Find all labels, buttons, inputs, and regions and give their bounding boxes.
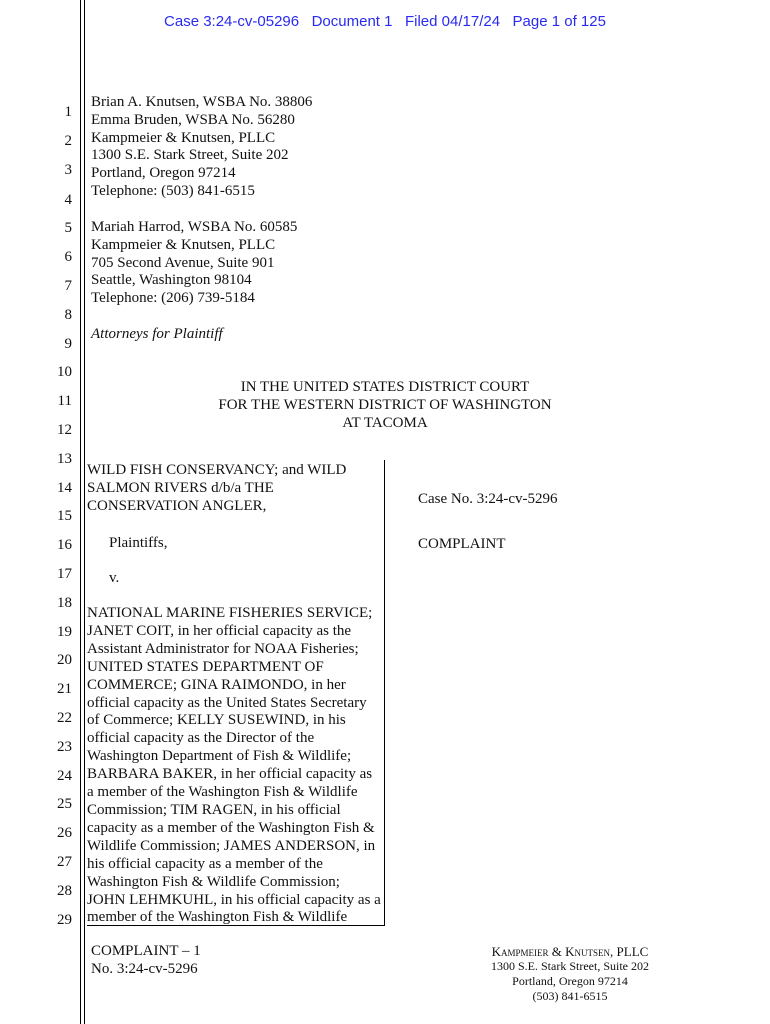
line-number: 9 xyxy=(64,336,72,352)
line-number: 21 xyxy=(57,681,72,697)
court-line: AT TACOMA xyxy=(342,414,428,431)
footer-address-line: 1300 S.E. Stark Street, Suite 202 xyxy=(491,959,649,973)
line-number: 1 xyxy=(64,104,72,120)
counsel-line: 1300 S.E. Stark Street, Suite 202 xyxy=(91,147,289,164)
footer-case-no: No. 3:24-cv-5296 xyxy=(91,960,198,977)
defendant-line: NATIONAL MARINE FISHERIES SERVICE; xyxy=(87,605,373,621)
line-number: 2 xyxy=(64,133,72,149)
defendant-line: Assistant Administrator for NOAA Fisheries; xyxy=(87,640,359,657)
plaintiff-line: WILD FISH CONSERVANCY; and WILD xyxy=(87,462,347,478)
line-number: 13 xyxy=(57,451,72,467)
line-number: 5 xyxy=(64,220,72,236)
court-line: FOR THE WESTERN DISTRICT OF WASHINGTON xyxy=(218,396,552,413)
defendant-line: official capacity as the United States Secretary xyxy=(87,694,367,711)
counsel-line: Emma Bruden, WSBA No. 56280 xyxy=(91,111,295,128)
footer-address-line: Portland, Oregon 97214 xyxy=(512,974,628,988)
line-number: 3 xyxy=(64,162,72,178)
court-heading xyxy=(85,379,685,432)
counsel-line: Seattle, Washington 98104 xyxy=(91,272,252,289)
line-number: 18 xyxy=(57,595,72,611)
line-number: 6 xyxy=(64,249,72,265)
defendant-line: JANET COIT, in her official capacity as the xyxy=(87,622,352,639)
counsel-line: Telephone: (503) 841-6515 xyxy=(91,182,255,199)
line-number: 27 xyxy=(57,854,72,870)
defendant-line: Washington Fish & Wildlife Commission; xyxy=(87,873,340,890)
line-number: 17 xyxy=(57,566,72,582)
left-margin-rule-inner xyxy=(84,0,85,1024)
counsel-block-primary xyxy=(91,94,312,201)
line-number: 12 xyxy=(57,422,72,438)
line-number: 25 xyxy=(57,796,72,812)
counsel-line: Kampmeier & Knutsen, PLLC xyxy=(91,129,276,146)
case-number: Case No. 3:24-cv-5296 xyxy=(418,491,558,507)
counsel-line: Mariah Harrod, WSBA No. 60585 xyxy=(91,219,298,235)
line-number: 8 xyxy=(64,307,72,323)
defendant-line: member of the Washington Fish & Wildlife xyxy=(87,909,348,926)
line-number: 11 xyxy=(57,393,72,409)
line-number: 7 xyxy=(64,278,72,294)
line-number: 29 xyxy=(57,912,72,928)
defendant-line: capacity as a member of the Washington Fish & xyxy=(87,819,375,836)
plaintiff-line: CONSERVATION ANGLER, xyxy=(87,497,267,514)
line-number: 19 xyxy=(57,624,72,640)
defendant-line: JOHN LEHMKUHL, in his official capacity as a xyxy=(87,891,381,908)
counsel-line: 705 Second Avenue, Suite 901 xyxy=(91,254,275,271)
plaintiffs-label: Plaintiffs, xyxy=(109,535,168,551)
footer-left xyxy=(91,943,201,979)
footer-firm-block xyxy=(470,944,670,1004)
caption-parties xyxy=(87,462,387,516)
defendant-line: a member of the Washington Fish & Wildlife xyxy=(87,784,358,801)
defendant-line: Wildlife Commission; JAMES ANDERSON, in xyxy=(87,837,376,854)
court-line: IN THE UNITED STATES DISTRICT COURT xyxy=(240,379,530,395)
line-number: 14 xyxy=(57,480,72,496)
left-margin-rule-outer xyxy=(80,0,81,1024)
defendant-line: Washington Department of Fish & Wildlife; xyxy=(87,748,352,765)
counsel-line: Brian A. Knutsen, WSBA No. 38806 xyxy=(91,94,313,110)
defendant-line: Commission; TIM RAGEN, in his official xyxy=(87,801,341,818)
line-number: 22 xyxy=(57,710,72,726)
defendant-line: his official capacity as a member of the xyxy=(87,855,323,872)
versus: v. xyxy=(109,570,120,586)
defendant-line: of Commerce; KELLY SUSEWIND, in his xyxy=(87,712,346,729)
line-number: 28 xyxy=(57,883,72,899)
footer-doc-title: COMPLAINT – 1 xyxy=(91,943,201,959)
defendant-line: UNITED STATES DEPARTMENT OF xyxy=(87,658,324,675)
defendant-line: official capacity as the Director of the xyxy=(87,730,315,747)
counsel-line: Telephone: (206) 739-5184 xyxy=(91,290,255,307)
counsel-line: Kampmeier & Knutsen, PLLC xyxy=(91,236,276,253)
line-number: 4 xyxy=(64,192,72,208)
line-number: 26 xyxy=(57,825,72,841)
counsel-block-secondary xyxy=(91,219,297,308)
footer-phone: (503) 841-6515 xyxy=(532,989,608,1003)
defendant-line: BARBARA BAKER, in her official capacity as xyxy=(87,766,373,783)
line-number: 20 xyxy=(57,652,72,668)
line-number: 10 xyxy=(57,364,72,380)
line-number: 15 xyxy=(57,508,72,524)
document-title: COMPLAINT xyxy=(418,536,506,552)
line-number: 16 xyxy=(57,537,72,553)
attorneys-for-plaintiff: Attorneys for Plaintiff xyxy=(91,326,223,342)
filing-stamp: Case 3:24-cv-05296 Document 1 Filed 04/17/24 Page 1 of 125 xyxy=(164,13,606,30)
line-number: 23 xyxy=(57,739,72,755)
plaintiff-line: SALMON RIVERS d/b/a THE xyxy=(87,479,274,496)
defendant-line: COMMERCE; GINA RAIMONDO, in her xyxy=(87,676,346,693)
footer-firm-name: Kampmeier & Knutsen, PLLC xyxy=(491,944,649,959)
line-number: 24 xyxy=(57,768,72,784)
counsel-line: Portland, Oregon 97214 xyxy=(91,165,236,182)
caption-defendants xyxy=(87,605,387,927)
